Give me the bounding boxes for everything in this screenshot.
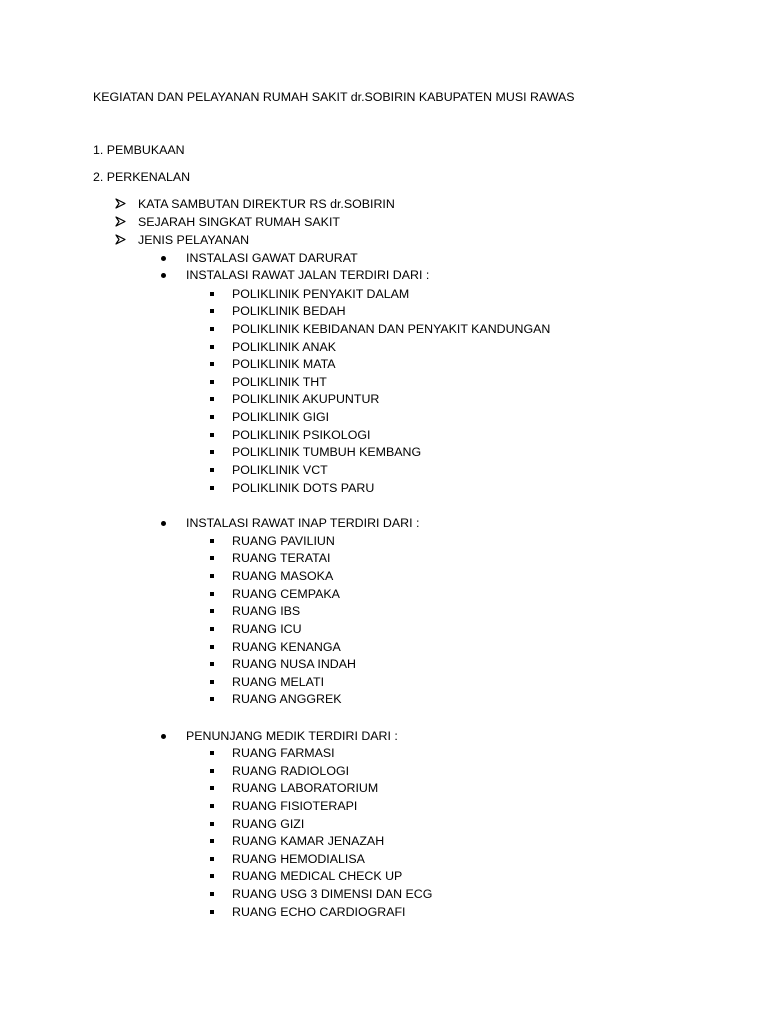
square-bullet-icon — [210, 397, 214, 401]
dot-bullet-icon — [161, 734, 166, 739]
square-bullet-icon — [210, 292, 214, 296]
square-bullet-icon — [210, 680, 214, 684]
section-label: 1. PEMBUKAAN — [93, 143, 185, 157]
list-item-label: RUANG ECHO CARDIOGRAFI — [232, 905, 406, 919]
square-bullet-icon — [210, 362, 214, 366]
list-item-label: RUANG HEMODIALISA — [232, 852, 365, 866]
square-bullet-icon — [210, 345, 214, 349]
square-bullet-icon — [210, 645, 214, 649]
list-item-label: RUANG ANGGREK — [232, 692, 342, 706]
square-bullet-icon — [210, 857, 214, 861]
arrow-bullet-icon — [115, 216, 126, 227]
list-item-label: POLIKLINIK DOTS PARU — [232, 481, 375, 495]
square-bullet-icon — [210, 327, 214, 331]
section-label: 2. PERKENALAN — [93, 170, 191, 184]
list-item-label: RUANG LABORATORIUM — [232, 781, 379, 795]
square-bullet-icon — [210, 874, 214, 878]
square-bullet-icon — [210, 839, 214, 843]
list-item-label: RUANG MELATI — [232, 675, 325, 689]
square-bullet-icon — [210, 415, 214, 419]
square-bullet-icon — [210, 910, 214, 914]
pelayanan-label: PENUNJANG MEDIK TERDIRI DARI : — [186, 729, 398, 743]
square-bullet-icon — [210, 751, 214, 755]
list-item-label: POLIKLINIK BEDAH — [232, 304, 346, 318]
list-item-label: POLIKLINIK PENYAKIT DALAM — [232, 287, 410, 301]
list-item-label: POLIKLINIK VCT — [232, 463, 328, 477]
square-bullet-icon — [210, 592, 214, 596]
list-item-label: POLIKLINIK PSIKOLOGI — [232, 428, 371, 442]
square-bullet-icon — [210, 892, 214, 896]
arrow-bullet-icon — [115, 198, 126, 209]
list-item-label: POLIKLINIK AKUPUNTUR — [232, 392, 380, 406]
square-bullet-icon — [210, 822, 214, 826]
arrow-bullet-icon — [115, 234, 126, 245]
list-item-label: RUANG FISIOTERAPI — [232, 799, 358, 813]
list-item-label: POLIKLINIK ANAK — [232, 340, 336, 354]
square-bullet-icon — [210, 662, 214, 666]
square-bullet-icon — [210, 786, 214, 790]
square-bullet-icon — [210, 804, 214, 808]
list-item-label: RUANG PAVILIUN — [232, 534, 335, 548]
square-bullet-icon — [210, 486, 214, 490]
square-bullet-icon — [210, 380, 214, 384]
list-item-label: RUANG USG 3 DIMENSI DAN ECG — [232, 887, 433, 901]
perkenalan-item-label: JENIS PELAYANAN — [138, 233, 250, 247]
list-item-label: RUANG NUSA INDAH — [232, 657, 356, 671]
list-item-label: POLIKLINIK TUMBUH KEMBANG — [232, 445, 422, 459]
square-bullet-icon — [210, 539, 214, 543]
list-item-label: POLIKLINIK THT — [232, 375, 327, 389]
perkenalan-item-label: KATA SAMBUTAN DIREKTUR RS dr.SOBIRIN — [138, 197, 395, 211]
square-bullet-icon — [210, 433, 214, 437]
list-item-label: RUANG TERATAI — [232, 551, 331, 565]
square-bullet-icon — [210, 556, 214, 560]
square-bullet-icon — [210, 450, 214, 454]
list-item-label: RUANG RADIOLOGI — [232, 764, 350, 778]
pelayanan-label: INSTALASI GAWAT DARURAT — [186, 251, 358, 265]
list-item-label: RUANG ICU — [232, 622, 302, 636]
dot-bullet-icon — [161, 521, 166, 526]
list-item-label: RUANG IBS — [232, 604, 301, 618]
square-bullet-icon — [210, 627, 214, 631]
square-bullet-icon — [210, 769, 214, 773]
list-item-label: RUANG CEMPAKA — [232, 587, 340, 601]
square-bullet-icon — [210, 609, 214, 613]
list-item-label: RUANG GIZI — [232, 817, 305, 831]
square-bullet-icon — [210, 697, 214, 701]
square-bullet-icon — [210, 309, 214, 313]
list-item-label: RUANG MASOKA — [232, 569, 334, 583]
list-item-label: RUANG KAMAR JENAZAH — [232, 834, 385, 848]
title-text: KEGIATAN DAN PELAYANAN RUMAH SAKIT dr.SOBIRIN KABUPATEN MUSI RAWAS — [93, 90, 575, 104]
list-item-label: RUANG MEDICAL CHECK UP — [232, 869, 403, 883]
dot-bullet-icon — [161, 273, 166, 278]
list-item-label: RUANG FARMASI — [232, 746, 335, 760]
list-item-label: RUANG KENANGA — [232, 640, 341, 654]
list-item-label: POLIKLINIK MATA — [232, 357, 336, 371]
perkenalan-item-label: SEJARAH SINGKAT RUMAH SAKIT — [138, 215, 340, 229]
square-bullet-icon — [210, 468, 214, 472]
pelayanan-label: INSTALASI RAWAT INAP TERDIRI DARI : — [186, 516, 420, 530]
dot-bullet-icon — [161, 256, 166, 261]
square-bullet-icon — [210, 574, 214, 578]
list-item-label: POLIKLINIK GIGI — [232, 410, 330, 424]
pelayanan-label: INSTALASI RAWAT JALAN TERDIRI DARI : — [186, 268, 430, 282]
list-item-label: POLIKLINIK KEBIDANAN DAN PENYAKIT KANDUNGAN — [232, 322, 551, 336]
